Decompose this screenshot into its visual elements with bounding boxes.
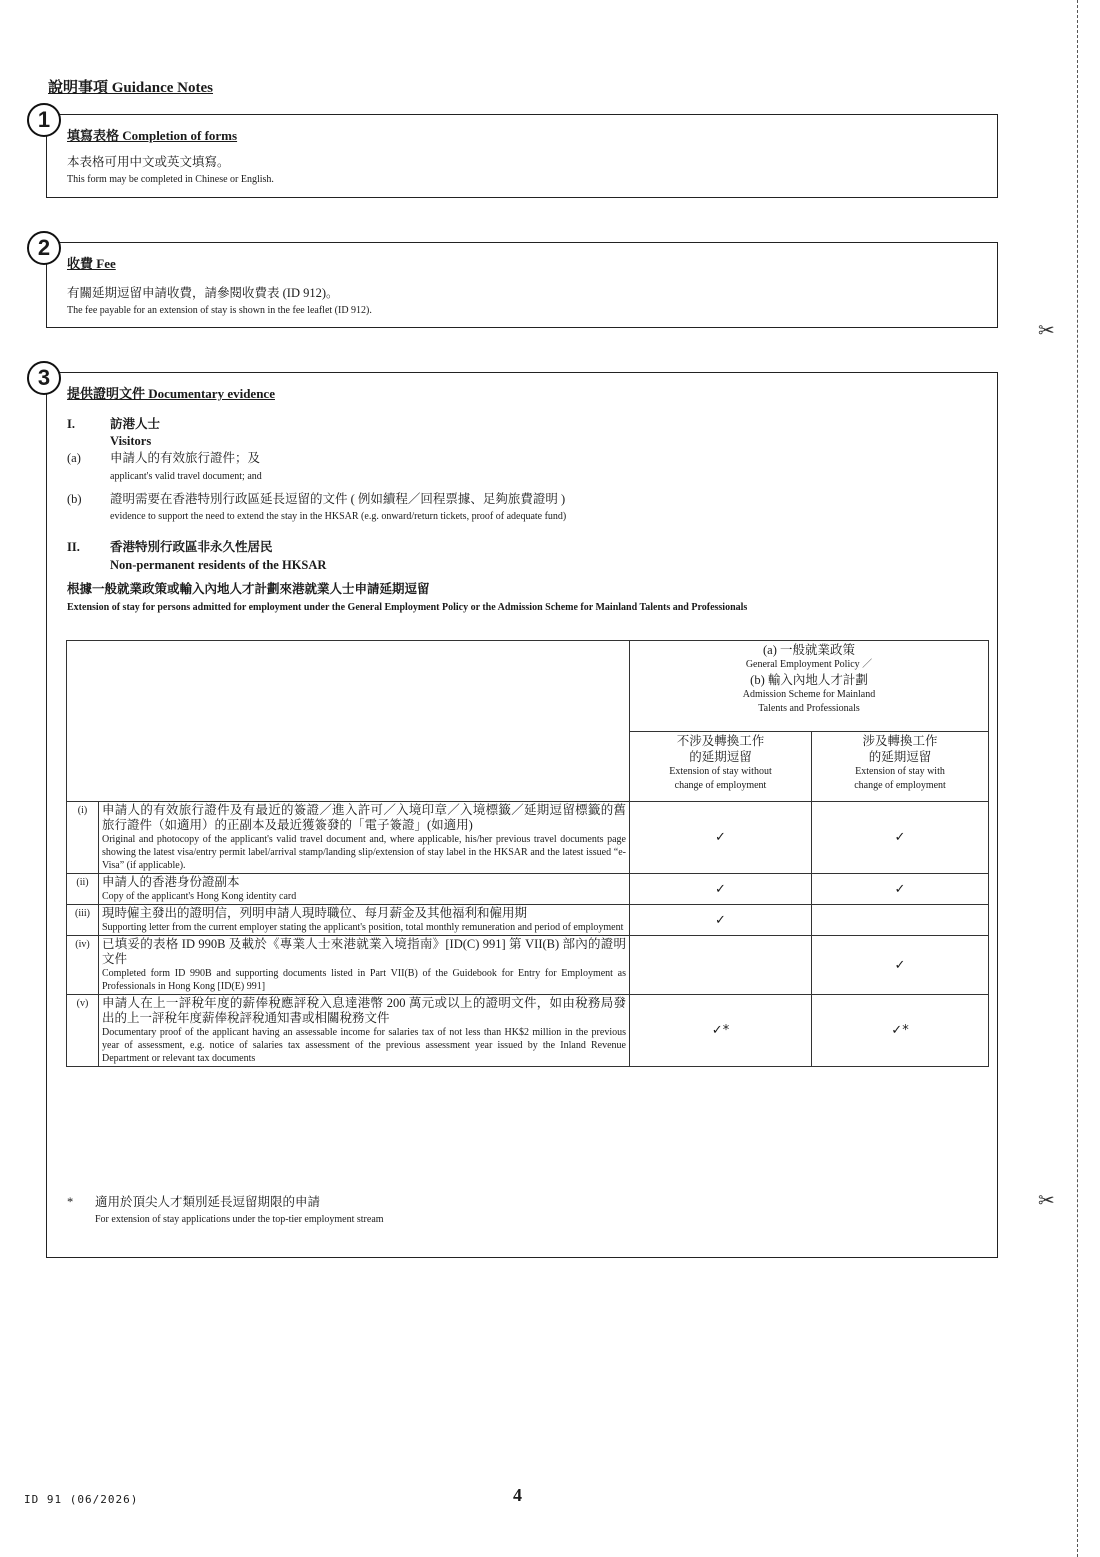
- section-completion-of-forms: [37, 107, 998, 198]
- table-row: (ii) 申請人的香港身份證副本 Copy of the applicant's Hong Kong identity card ✓ ✓: [67, 874, 989, 905]
- section-number-badge: 1: [27, 103, 61, 137]
- page-number: 4: [513, 1485, 522, 1505]
- table-row: (i) 申請人的有效旅行證件及有最近的簽證／進入許可／入境印章／入境標籤／延期逗留標籤的舊旅行證件（如適用）的正副本及最近獲簽發的「電子簽證」(如適用) Original and photocopy of the applicant's valid travel document and, where applicable, his/her previous travel documents page showing the latest visa/entry permit label/arrival stamp/landing slip/extension of stay label in the HKSAR and the latest issued “e-Visa” (if applicable). ✓ ✓: [67, 802, 989, 874]
- scheme-b-zh: (b) 輸入內地人才計劃: [750, 673, 868, 687]
- nonperm-title-en: Non-permanent residents of the HKSAR: [110, 558, 327, 572]
- section-text-en: The fee payable for an extension of stay is shown in the fee leaflet (ID 912).: [67, 305, 372, 316]
- footnote-en: For extension of stay applications under the top-tier employment stream: [95, 1214, 384, 1225]
- cut-line: [1077, 0, 1078, 1557]
- section-heading: 收費 Fee: [67, 256, 116, 271]
- check-mark: [630, 936, 812, 995]
- evidence-table: [66, 640, 989, 1067]
- visitors-title-zh: 訪港人士: [110, 417, 161, 431]
- column-header-without-change: 不涉及轉換工作 的延期逗留 Extension of stay without change of employment: [630, 732, 812, 802]
- section-text-zh: 有關延期逗留申請收費，請參閱收費表 (ID 912)。: [67, 286, 339, 300]
- section-number-badge: 3: [27, 361, 61, 395]
- check-mark: ✓: [630, 874, 812, 905]
- check-mark: ✓: [630, 802, 812, 874]
- visitors-item-en: applicant's valid travel document; and: [110, 471, 262, 482]
- table-row: (iii) 現時僱主發出的證明信，列明申請人現時職位、每月薪金及其他福利和僱用期 Supporting letter from the current employer stating the applicant's position, total monthly remuneration and period of employment ✓: [67, 905, 989, 936]
- table-row: (iv) 已填妥的表格 ID 990B 及載於《專業人士來港就業入境指南》[ID(C) 991] 第 VII(B) 部內的證明文件 Completed form ID 990B and supporting documents listed in Part VII(B) of the Guidebook for Entry for Employment as Professionals in Hong Kong [ID(E) 991] ✓: [67, 936, 989, 995]
- section-fee: [37, 235, 998, 328]
- scheme-a-en: General Employment Policy ／: [745, 659, 873, 670]
- section-heading: 填寫表格 Completion of forms: [67, 128, 238, 143]
- scissors-icon: ✂: [1038, 318, 1055, 342]
- visitors-item-zh: 申請人的有效旅行證件；及: [110, 451, 261, 465]
- footnote-zh: 適用於頂尖人才類別延長逗留期限的申請: [95, 1195, 321, 1209]
- column-header-with-change: 涉及轉換工作 的延期逗留 Extension of stay with change of employment: [812, 732, 989, 802]
- check-mark: ✓: [812, 874, 989, 905]
- scheme-a-zh: (a) 一般就業政策: [763, 643, 855, 657]
- scheme-header: [630, 641, 989, 732]
- extension-title-en: Extension of stay for persons admitted for employment under the General Employment Policy or the Admission Scheme for Mainland Talents and Professionals: [67, 602, 748, 613]
- visitors-item-label: (b): [67, 492, 82, 506]
- visitors-item-en: evidence to support the need to extend the stay in the HKSAR (e.g. onward/return tickets, proof of adequate fund): [110, 511, 567, 522]
- section-heading: 提供證明文件 Documentary evidence: [67, 386, 275, 401]
- nonperm-title-zh: 香港特別行政區非永久性居民: [110, 540, 273, 554]
- check-mark: [812, 905, 989, 936]
- check-mark: ✓: [630, 905, 812, 936]
- table-blank-header: [67, 641, 630, 802]
- section-number-badge: 2: [27, 231, 61, 265]
- section-text-en: This form may be completed in Chinese or English.: [67, 174, 274, 185]
- section-text-zh: 本表格可用中文或英文填寫。: [67, 155, 230, 169]
- check-mark: ✓: [812, 802, 989, 874]
- visitors-item-zh: 證明需要在香港特別行政區延長逗留的文件 ( 例如續程／回程票據、足夠旅費證明 ): [110, 492, 566, 506]
- check-mark: ✓*: [812, 995, 989, 1067]
- page-title: 說明事項 Guidance Notes: [48, 80, 214, 96]
- check-mark: ✓*: [630, 995, 812, 1067]
- check-mark: ✓: [812, 936, 989, 995]
- scheme-b-en1: Admission Scheme for Mainland: [742, 689, 876, 700]
- table-row: (v) 申請人在上一評稅年度的薪俸稅應評稅入息達港幣 200 萬元或以上的證明文件，如由稅務局發出的上一評稅年度薪俸稅評稅通知書或相關稅務文件 Documentary proof of the applicant having an assessable income for salaries tax of not less than HK$2 million in the previous year of assessment, e.g. notice of salaries tax assessment of the previous assessment year issued by the Inland Revenue Department or relevant tax documents ✓* ✓*: [67, 995, 989, 1067]
- visitors-roman: I.: [67, 417, 75, 431]
- scheme-b-en2: Talents and Professionals: [758, 703, 860, 714]
- visitors-title-en: Visitors: [110, 434, 152, 448]
- extension-title-zh: 根據一般就業政策或輸入內地人才計劃來港就業人士申請延期逗留: [67, 582, 430, 596]
- nonperm-roman: II.: [67, 540, 80, 554]
- footnote-mark: *: [67, 1195, 74, 1209]
- section-documentary-evidence: [37, 365, 998, 1258]
- visitors-item-label: (a): [67, 451, 81, 465]
- scissors-icon: ✂: [1038, 1188, 1055, 1212]
- form-id: ID 91 (06/2026): [24, 1493, 139, 1506]
